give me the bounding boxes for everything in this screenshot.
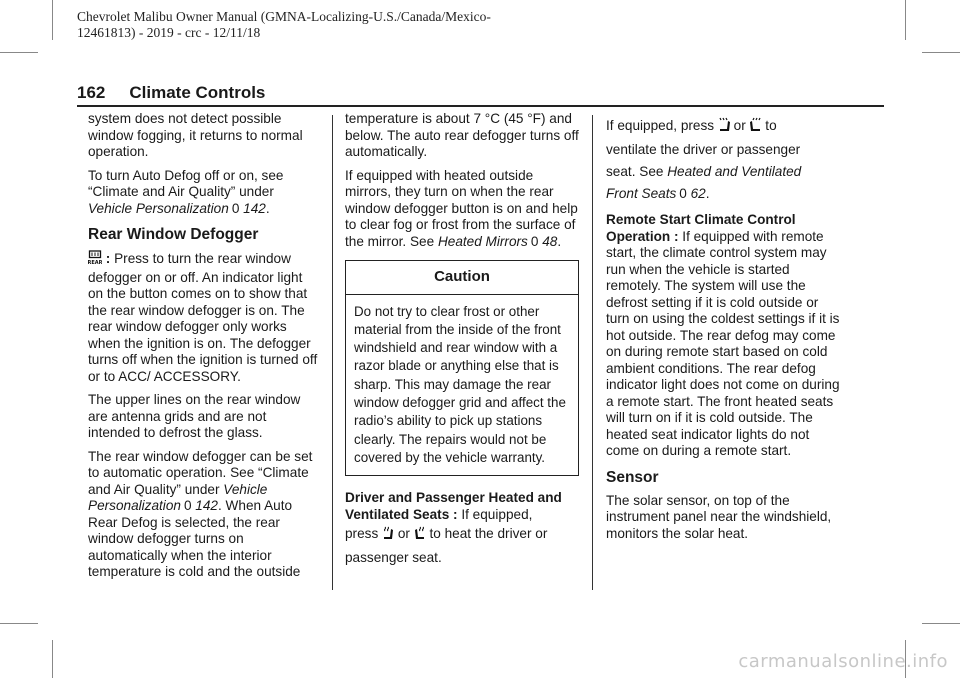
text: to [765,118,777,133]
paragraph: The solar sensor, on top of the instrument panel near the windshield, monitors the solar heat. [606,492,832,541]
cross-reference: “Climate and Air Quality” under [88,465,309,497]
section-heading: Rear Window Defogger [88,226,259,243]
caution-box [345,260,579,476]
text: If equipped, press [606,118,715,133]
page-reference[interactable]: 142 [195,498,218,513]
heated-seat-passenger-icon [414,525,426,547]
rear-defog-icon [88,250,102,270]
page-number: 162 [77,83,106,102]
text: to heat the driver or [429,526,548,542]
text: press [345,526,379,542]
paragraph: temperature is about 7 °C (45 °F) and below. The auto rear defogger turns off automatically. [345,111,579,159]
paragraph: If equipped, press or to ventilate the driver or passenger seat. See Heated and Ventilated Front Seats 0 62. [606,118,802,201]
crop-mark [52,0,53,40]
text: If equipped with heated outside mirrors, they turn on when the rear window defogger button is on and help to clear fog or frost from the surface of the mirror. See [345,167,578,249]
reference-arrow: 0 [231,200,240,216]
text: : [102,251,115,266]
text: Press to turn the rear window defogger on or off. An indicator light on the button comes on to show that the rear window defogger is on. The rear window defogger only works when the ignition is on. The defogger turns off when the ignition is turned off or to ACC/ ACCESSORY. [88,251,318,384]
paragraph [88,250,320,385]
column-divider [592,115,593,590]
crop-mark [922,623,960,624]
caution-body: Do not try to clear frost or other material from the inside of the front windshield and rear window with a razor blade or anything else that is sharp. This may damage the rear window defogger grid and affect the radio’s ability to pick up stations clearly. The repairs would not be covered by the vehicle warranty. [354,303,566,465]
document-meta [77,9,491,41]
column-3 [606,111,842,549]
rear-defog-icon-label: REAR [88,260,102,265]
text: passenger seat. [345,550,442,566]
cross-reference-link[interactable]: Vehicle Personalization [88,200,229,216]
text: If equipped with remote start, the climate control system may run when the vehicle is started remotely. The system will use the defrost setting if it is cold outside or turn on using the coldest settings if it is hot outside. The rear defog may come on during remote start based on cold ambient conditions. The rear defog indicator light does not come on during a remote start. The front heated seats will turn on if it is cold outside. The heated seat indicator lights do not come on during a remote start. [606,228,840,458]
crop-mark [0,623,38,624]
heated-seat-driver-icon [382,525,394,547]
paragraph: system does not detect possible window fogging, it returns to normal operation. [88,111,303,159]
text: The rear window defogger can be set to automatic operation. See [88,448,313,480]
ventilated-seat-driver-icon [718,117,730,139]
subheading: Remote Start Climate Control Operation : [606,212,796,244]
text: or [397,526,410,542]
text: When Auto Rear Defog is selected, the rear window defogger turns on automatically when the interior temperature is cold and the outside [88,498,301,579]
reference-arrow: 0 [679,186,687,201]
paragraph: The rear window defogger can be set to automatic operation. See “Climate and Air Quality” under Vehicle Personalization 0 142. When Auto Rear Defog is selected, the rear window defogger turns on automatically when the interior temperature is cold and the outside [88,448,313,579]
cross-reference-link[interactable]: Heated and Ventilated [667,164,802,179]
section-title: Climate Controls [129,83,266,102]
cross-reference-link[interactable]: Vehicle Personalization [88,481,268,513]
paragraph: The upper lines on the rear window are antenna grids and are not intended to defrost the glass. [88,392,301,440]
watermark: carmanualsonline.info [738,651,948,672]
paragraph [345,523,580,569]
crop-mark [922,52,960,53]
subheading: Driver and Passenger Heated and Ventilated Seats : [345,490,562,522]
crop-mark [52,640,53,678]
cross-reference-link[interactable]: Front Seats [606,186,677,201]
reference-arrow: 0 [183,498,192,513]
section-heading: Sensor [606,468,659,486]
paragraph: To turn Auto Defog off or on, see “Climate and Air Quality” under Vehicle Personalization 0 142. [88,167,284,216]
text: To turn Auto Defog off or on, see [88,167,284,183]
crop-mark [905,0,906,40]
text: seat. See [606,164,664,179]
page-reference[interactable]: 48 [542,233,558,249]
page-reference[interactable]: 62 [690,186,706,201]
heading-rule [77,105,884,107]
reference-arrow: 0 [530,233,539,249]
text: If equipped, [457,506,533,522]
ventilated-seat-passenger-icon [750,117,762,139]
column-2 [345,111,580,576]
paragraph [345,490,580,523]
document-meta-line: 12461813) - 2019 - crc - 12/11/18 [77,25,261,40]
column-divider [332,115,333,590]
column-1 [88,111,320,588]
page-title [77,83,265,103]
text: or [733,118,746,133]
crop-mark [0,52,38,53]
paragraph [606,212,842,460]
text: ventilate the driver or passenger [606,142,801,157]
cross-reference-link[interactable]: Heated Mirrors [437,233,528,249]
paragraph: If equipped with heated outside mirrors, they turn on when the rear window defogger button is on and help to clear fog or frost from the surface of the mirror. See Heated Mirrors 0 48. [345,167,578,249]
page-reference[interactable]: 142 [243,200,266,216]
caution-title: Caution [346,261,578,295]
document-meta-line: Chevrolet Malibu Owner Manual (GMNA-Localizing-U.S./Canada/Mexico- [77,9,491,24]
cross-reference: “Climate and Air Quality” under [88,184,274,199]
